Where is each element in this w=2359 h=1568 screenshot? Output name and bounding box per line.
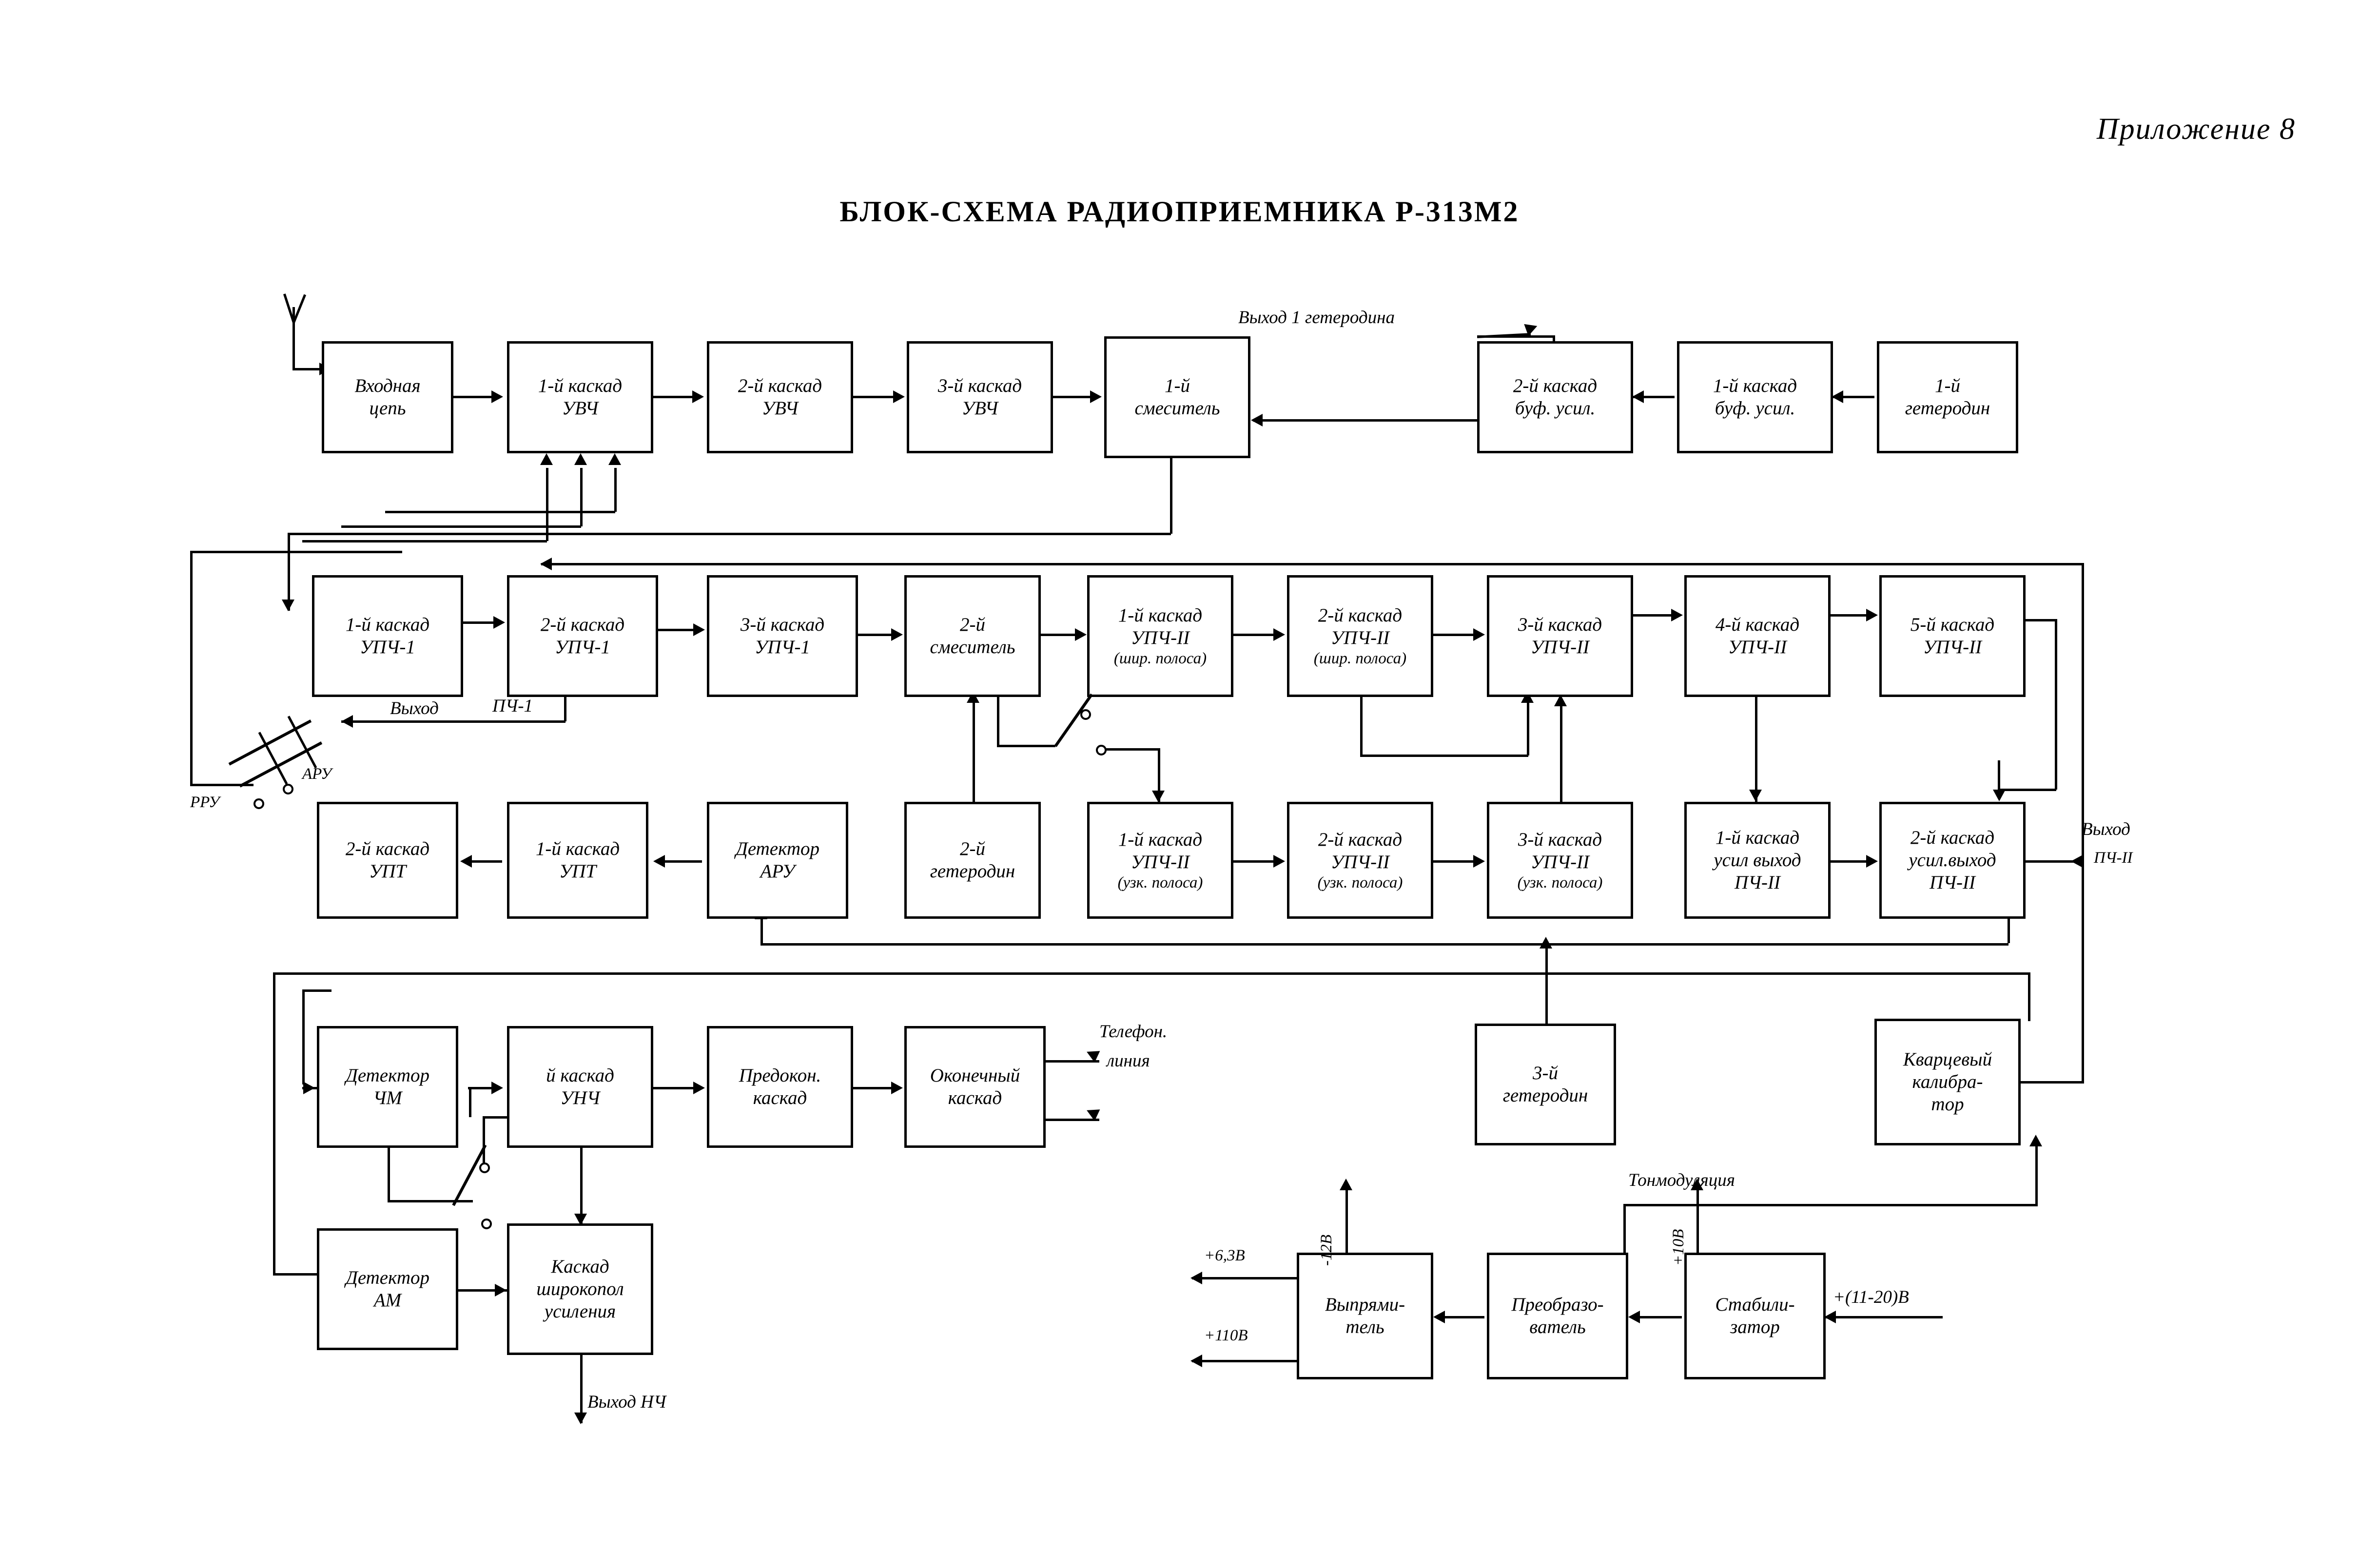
wire-uvch1-uvch2 [653,396,695,398]
arrow-switch-unch [491,1082,503,1094]
arrow-unch-predokon [693,1082,705,1094]
block-line-2: каскад [948,1087,1002,1108]
arrow-buf2-mixer1 [1251,414,1263,426]
block-upch1-stage-2[interactable] [507,575,658,697]
wire-aru-bus-2 [341,525,581,528]
label-rru: РРУ [190,794,220,811]
wire-upch2n2-n3 [1433,860,1475,863]
block-line-1: 3-й каскад [1518,614,1602,635]
page-title: БЛОК-СХЕМА РАДИОПРИЕМНИКА Р-313М2 [839,195,1520,228]
block-input-circuit[interactable] [322,341,453,453]
block-line-1: Каскад [551,1256,609,1277]
wire-audio-bus-bottom [273,1273,319,1276]
arrow-input-power [1824,1311,1836,1323]
block-line-1: 5-й каскад [1910,614,1995,635]
block-upt-stage-1[interactable] [507,802,648,919]
block-buffer-amp-1[interactable] [1677,341,1833,453]
wire-w2-down [1360,697,1363,755]
wire-feedback-bus [760,943,2008,946]
wire-aru-bus-1 [302,540,547,542]
block-line-2: УПЧ-II [1530,851,1590,872]
wire-tone-modulation-down [1623,1204,1626,1255]
label-plus63: +6,3В [1204,1247,1245,1264]
switch-rru-contact-2[interactable] [283,784,293,794]
label-plus10: +10В [1670,1229,1687,1266]
wire-audio-bus-detchm [302,989,305,1084]
wire-w2-up [1527,702,1529,755]
wire-het3-up [1545,948,1548,1025]
wire-antenna-to-input [292,368,322,370]
wire-minus12 [1345,1189,1348,1255]
wire-upch2w2-s3 [1433,634,1475,636]
arrow-quartz-top [540,558,552,570]
block-heterodyne-2[interactable] [904,802,1041,919]
wire-input-power [1826,1316,1943,1318]
arrow-aru-uvch1-c [608,453,621,465]
wire-uvch3-mixer1 [1053,396,1092,398]
block-line-1: Детектор [736,838,819,859]
appendix-label: Приложение 8 [2096,113,2296,146]
block-line-1: 2-й каскад [540,614,625,635]
block-upch2-narrow-2[interactable] [1287,802,1433,919]
arrow-outamp2-out [2071,855,2083,868]
arrow-upch2n1-n2 [1273,855,1285,868]
arrow-s4-outamp1 [1749,790,1762,801]
arrow-predokon-okonech [891,1082,903,1094]
block-line-2: усил.выход [1909,849,1996,871]
arrow-upch2n2-n3 [1473,855,1485,868]
switch-detector-contact-am[interactable] [481,1219,492,1229]
block-detector-am[interactable] [317,1228,458,1350]
wire-feedback-to-detaru [760,919,763,943]
wire-aru-up-1 [546,468,548,541]
block-line-2: УПЧ-1 [360,637,415,658]
wire-w2-right [1360,755,1528,757]
wire-upch2s3-s4 [1633,614,1672,617]
wire-upch2w1-w2 [1233,634,1275,636]
block-line-2: УВЧ [761,398,799,419]
arrow-buf1-buf2 [1632,390,1644,403]
block-mixer-2[interactable] [904,575,1041,697]
block-line-2: каскад [753,1087,807,1108]
arrow-upt1-upt2 [460,855,472,868]
arrow-pch1-out [341,715,353,728]
label-input-voltage: +(11-20)В [1833,1287,1909,1307]
block-stabilizer[interactable] [1684,1253,1826,1379]
wire-pch1-out [341,720,565,723]
label-pch1: ПЧ-1 [492,696,533,716]
label-output-nch: Выход НЧ [587,1392,666,1412]
switch-band-contact-narrow[interactable] [1096,745,1107,755]
block-heterodyne-1[interactable] [1877,341,2018,453]
block-line-1: Детектор [346,1065,429,1086]
arrow-aru-uvch1-a [540,453,553,465]
wire-quartz-left-up [2028,972,2030,1021]
wire-quartz-top [541,563,2082,565]
block-uvch-1[interactable] [507,341,653,453]
block-line-1: й каскад [546,1065,614,1086]
arrow-outamp1-outamp2 [1866,855,1878,868]
arrow-upch1-1-2 [493,616,505,629]
block-rectifier[interactable] [1297,1253,1433,1379]
wire-pch1-out-v [564,697,566,721]
block-converter[interactable] [1487,1253,1628,1379]
arrow-s5-outamp2 [1993,790,2006,801]
block-line-1: 2-й каскад [738,375,822,396]
block-line-2: затор [1730,1316,1780,1337]
wire-switch-unch-h2 [468,1087,495,1089]
label-phone-line-2: линия [1107,1051,1150,1071]
wire-uvch2-uvch3 [853,396,895,398]
wire-detchm-down [388,1148,390,1201]
arrow-uvch3-mixer1 [1090,390,1102,403]
block-line-2: УПЧ-II [1330,851,1390,872]
arrow-uvch1-uvch2 [692,390,704,403]
wire-audio-bus-top [273,972,2030,975]
block-line-2: УПЧ-II [1728,637,1787,658]
arrow-input-uvch1 [491,390,503,403]
label-output-pch1: Выход [390,698,439,718]
block-pre-final-stage[interactable] [707,1026,853,1148]
block-upch1-stage-1[interactable] [312,575,463,697]
block-line-1: Выпрями- [1325,1294,1405,1315]
block-line-2: УНЧ [560,1087,600,1108]
wire-aru-up-2 [580,468,583,526]
arrow-plus110 [1190,1355,1202,1367]
block-upch2-stage-5[interactable] [1879,575,2026,697]
block-upch2-wide-1[interactable] [1087,575,1233,697]
wire-rru-up [190,551,193,785]
wire-audio-bus-detchm-h [302,989,331,992]
arrow-stabilizer-converter [1628,1311,1640,1323]
block-uvch-3[interactable] [907,341,1053,453]
block-wideband-amp[interactable] [507,1223,653,1355]
block-line-1: 2-й каскад [345,838,430,859]
arrow-plus63 [1190,1272,1202,1284]
switch-band-contact-wide[interactable] [1080,709,1091,720]
wire-s5-right [2026,619,2056,621]
block-line-2: широкопол [536,1278,624,1299]
block-line-1: 3-й каскад [740,614,825,635]
arrow-mixer2-upch2w1 [1075,628,1087,641]
wire-mixer1-left-down [288,533,290,611]
block-quartz-calibrator[interactable] [1874,1019,2021,1145]
block-line-2: УПЧ-II [1330,627,1390,648]
switch-rru-blade-1[interactable] [229,719,312,765]
arrow-aru-uvch1-b [574,453,587,465]
wire-plus110 [1192,1360,1297,1362]
block-detector-aru[interactable] [707,802,848,919]
label-output-pch2-line1: Выход [2082,819,2130,839]
wire-s5-to-outamp2 [1999,789,2056,791]
block-line-3: (шир. полоса) [1313,649,1407,667]
arrow-upch1-2-3 [693,623,705,636]
label-output-pch2-line2: ПЧ-II [2094,849,2133,867]
block-line-2: калибра- [1912,1071,1983,1092]
block-line-2: УПЧ-II [1131,627,1190,648]
block-line-3: (узк. полоса) [1317,873,1403,891]
arrow-upch2w1-w2 [1273,628,1285,641]
arrow-switch-narrow [1152,791,1165,802]
label-minus12: -12В [1318,1234,1335,1266]
block-line-2: УВЧ [961,398,998,419]
block-line-1: Оконечный [930,1065,1020,1086]
block-line-2: УПЧ-1 [555,637,610,658]
wire-input-uvch1 [453,396,492,398]
wire-s5-outamp2-v [1998,760,2000,790]
arrow-tone-modulation [2029,1135,2042,1146]
block-line-2: УПЧ-II [1530,637,1590,658]
block-buffer-amp-2[interactable] [1477,341,1633,453]
block-upch2-stage-4[interactable] [1684,575,1831,697]
wire-s5-right-down [2055,619,2057,790]
switch-band-blade[interactable] [1054,694,1093,747]
arrow-detaru-upt1 [653,855,665,868]
wire-rru-top [190,551,402,553]
label-het1-output: Выход 1 гетеродина [1238,308,1395,328]
wire-tone-modulation-up [2035,1145,2038,1205]
block-upch1-stage-3[interactable] [707,575,858,697]
wire-plus10 [1696,1189,1699,1255]
block-line-1: 2-й [960,614,985,635]
block-line-2: УПЧ-II [1131,851,1190,872]
block-line-2: УПТ [369,861,407,882]
wire-mixer1-left [288,533,1171,535]
block-line-1: 2-й [960,838,985,859]
block-line-3: (шир. полоса) [1113,649,1207,667]
block-line-1: Предокон. [739,1065,821,1086]
block-line-1: 1-й каскад [1713,375,1797,396]
block-line-3: (узк. полоса) [1117,873,1203,891]
block-uvch-2[interactable] [707,341,853,453]
block-line-2: тель [1345,1316,1384,1337]
block-line-1: 1-й каскад [538,375,623,396]
block-upch2-narrow-3[interactable] [1487,802,1633,919]
block-line-3: тор [1931,1094,1964,1115]
block-line-2: УВЧ [562,398,599,419]
wire-switch-to-unch [483,1116,485,1165]
wire-mixer1-down [1170,458,1172,534]
wire-detchm-right [388,1200,473,1202]
block-line-2: ватель [1529,1316,1586,1337]
block-line-2: цепь [369,398,406,419]
block-line-2: ЧМ [373,1087,402,1108]
block-line-2: УПТ [559,861,597,882]
block-line-2: АМ [373,1290,402,1311]
block-line-1: 1-й [1165,375,1190,396]
block-line-3: ПЧ-II [1930,872,1975,893]
block-line-2: УПЧ-II [1923,637,1982,658]
block-line-1: 3-й [1533,1062,1558,1084]
arrow-to-upch1-1 [282,600,294,611]
wire-unch-to-wideband [580,1148,583,1223]
block-line-3: усиления [544,1301,616,1322]
arrow-het1-buf1 [1832,390,1843,403]
block-detector-chm[interactable] [317,1026,458,1148]
wire-outamp1-outamp2 [1831,860,1869,863]
block-upch2-stage-3[interactable] [1487,575,1633,697]
wire-unch-predokon [653,1087,695,1089]
block-line-1: 1-й каскад [345,614,430,635]
wire-upch2n1-n2 [1233,860,1275,863]
block-line-2: гетеродин [1502,1085,1588,1106]
arrow-minus12 [1340,1179,1352,1190]
block-line-1: Детектор [346,1267,429,1288]
block-line-1: 3-й каскад [937,375,1022,396]
block-line-1: Входная [354,375,421,396]
label-phone-line-1: Телефон. [1099,1022,1168,1042]
arrow-upch2s3-s4 [1671,609,1683,621]
wire-feedback-right [2008,919,2010,943]
block-line-2: УПЧ-1 [755,637,810,658]
block-line-2: усил выход [1714,849,1801,871]
wire-aru-bus-3 [385,511,615,513]
wire-branch-to-switch [997,745,1055,747]
arrow-bus-detchm [303,1082,315,1094]
block-line-2: АРУ [760,861,795,882]
block-line-1: 3-й каскад [1518,829,1602,850]
wire-audio-bus-left [273,972,275,1275]
block-line-1: 1-й каскад [1118,604,1203,626]
arrow-upch1-3-mixer2 [891,628,903,641]
wire-mixer2-upch2w1 [1041,634,1080,636]
block-mixer-1[interactable] [1104,336,1250,458]
wire-predokon-okonech [853,1087,892,1089]
block-line-1: Стабили- [1715,1294,1795,1315]
label-tone-modulation: Тонмодуляция [1628,1170,1735,1190]
block-line-1: 1-й [1935,375,1960,396]
label-aru: АРУ [302,765,332,783]
arrow-upch2w2-s3 [1473,628,1485,641]
block-line-1: Кварцевый [1903,1048,1992,1070]
wire-switch-narrow [1103,748,1160,751]
block-line-2: гетеродин [1905,398,1990,419]
block-output-amp-2[interactable] [1879,802,2026,919]
block-heterodyne-3[interactable] [1475,1024,1616,1145]
arrow-uvch2-uvch3 [893,390,905,403]
block-line-1: 1-й каскад [1118,829,1203,850]
block-line-1: 1-й каскад [1715,827,1800,848]
block-line-1: Преобразо- [1511,1294,1604,1315]
block-upch2-narrow-1[interactable] [1087,802,1233,919]
arrow-converter-rectifier [1433,1311,1445,1323]
wire-upch2s4-s5 [1831,614,1869,617]
wire-switch-unch-h [483,1116,509,1119]
wire-s4-outamp1 [1755,697,1757,802]
label-plus110: +110В [1204,1327,1248,1344]
block-line-3: (узк. полоса) [1517,873,1603,891]
block-output-amp-1[interactable] [1684,802,1831,919]
block-line-1: 1-й каскад [535,838,620,859]
block-line-2: буф. усил. [1715,398,1795,419]
wire-switch-unch-v2 [469,1087,471,1117]
wire-plus63 [1192,1277,1297,1279]
switch-rru-contact-1[interactable] [253,798,264,809]
block-upt-stage-2[interactable] [317,802,458,919]
block-line-1: 2-й каскад [1318,604,1403,626]
block-line-1: 2-й каскад [1318,829,1403,850]
block-line-3: ПЧ-II [1735,872,1780,893]
wire-n3-up [1560,706,1562,803]
wire-aru-up-3 [614,468,617,512]
block-unch[interactable] [507,1026,653,1148]
arrow-detam-wideband [495,1284,507,1297]
block-line-2: смеситель [930,637,1015,658]
wire-buf2-mixer1 [1253,419,1477,422]
block-line-2: смеситель [1134,398,1220,419]
block-final-stage[interactable] [904,1026,1046,1148]
switch-detector-blade[interactable] [452,1144,487,1206]
arrow-upch2s4-s5 [1866,609,1878,621]
arrow-output-nch [574,1413,587,1424]
arrow-het3-up [1540,937,1552,949]
block-line-1: 2-й каскад [1513,375,1598,396]
wire-quartz-to-bus [2021,1081,2084,1084]
block-line-2: буф. усил. [1515,398,1596,419]
block-line-1: 4-й каскад [1715,614,1800,635]
switch-detector-contact-chm[interactable] [479,1162,490,1173]
wire-tone-modulation [1623,1204,2038,1206]
block-line-2: гетеродин [930,861,1015,882]
block-line-1: 2-й каскад [1910,827,1995,848]
block-upch2-wide-2[interactable] [1287,575,1433,697]
wire-het2-mixer2 [973,702,975,802]
